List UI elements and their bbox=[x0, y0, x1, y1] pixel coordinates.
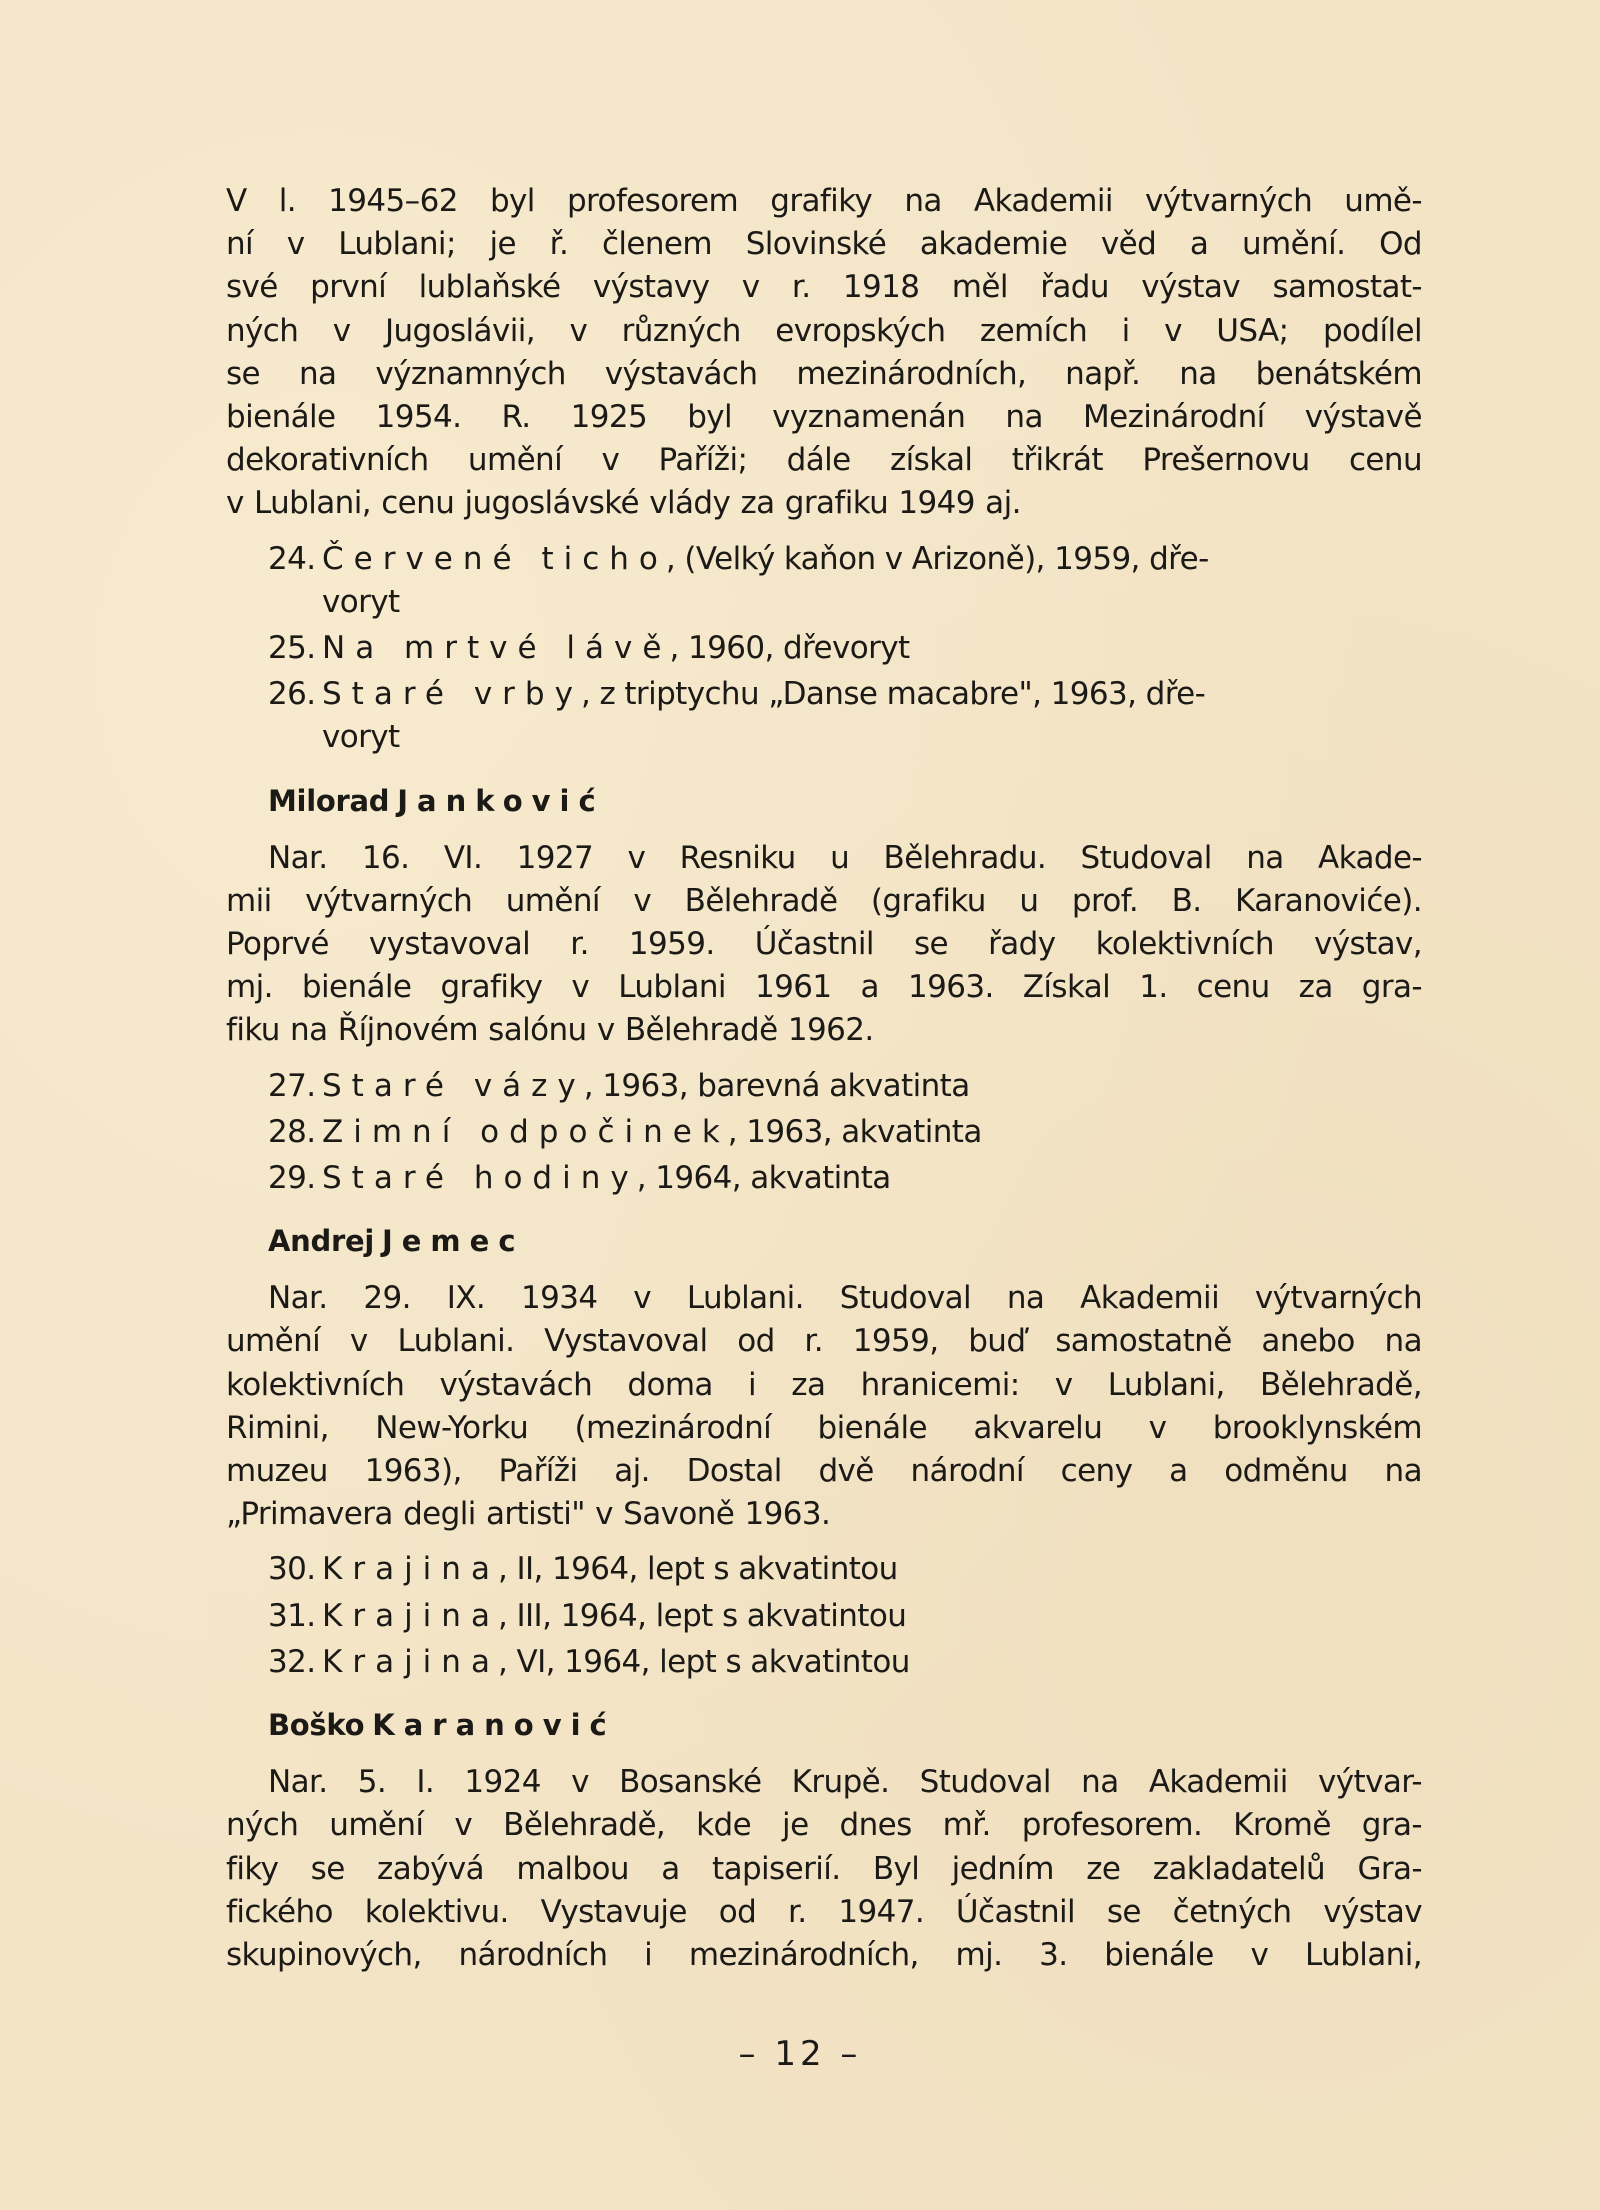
work-details: , VI, 1964, lept s akvatintou bbox=[497, 1643, 910, 1680]
artist-heading bbox=[268, 780, 1422, 823]
text-line: fiku na Říjnovém salónu v Bělehradě 1962. bbox=[226, 1012, 874, 1049]
work-item bbox=[226, 1548, 1422, 1591]
work-number: 30. bbox=[268, 1551, 316, 1588]
text-line: Rimini, New-Yorku (mezinárodní bienále akvarelu v brooklynském bbox=[226, 1409, 1422, 1446]
works-list-first bbox=[226, 538, 1422, 760]
text-line: „Primavera degli artisti" v Savoně 1963. bbox=[226, 1496, 831, 1533]
text-line: mii výtvarných umění v Bělehradě (grafiku u prof. B. Karanoviće). bbox=[226, 882, 1422, 919]
text-line: fického kolektivu. Vystavuje od r. 1947. Účastnil se četných výstav bbox=[226, 1893, 1422, 1930]
artist-first-name: Boško bbox=[268, 1708, 365, 1743]
page-body bbox=[226, 180, 1422, 1977]
work-item bbox=[226, 1065, 1422, 1108]
intro-paragraph bbox=[226, 180, 1422, 526]
work-title: Krajina bbox=[322, 1551, 500, 1588]
artist-bio bbox=[226, 837, 1422, 1053]
work-number: 32. bbox=[268, 1643, 316, 1680]
text-line: kolektivních výstavách doma i za hranicemi: v Lublani, Bělehradě, bbox=[226, 1366, 1422, 1403]
text-line: se na významných výstavách mezinárodních, např. na benátském bbox=[226, 355, 1422, 392]
work-details-continued: voryt bbox=[322, 719, 400, 756]
text-line: Nar. 5. I. 1924 v Bosanské Krupě. Studoval na Akademii výtvar- bbox=[268, 1764, 1422, 1801]
work-title: Staré vrby bbox=[322, 676, 583, 713]
artist-first-name: Milorad bbox=[268, 783, 390, 818]
artist-heading bbox=[268, 1704, 1422, 1747]
work-details: , II, 1964, lept s akvatintou bbox=[497, 1551, 898, 1588]
text-line: V l. 1945–62 byl profesorem grafiky na Akademii výtvarných umě- bbox=[226, 183, 1422, 219]
artist-bio bbox=[226, 1277, 1422, 1536]
work-item bbox=[226, 1157, 1422, 1200]
work-number: 25. bbox=[268, 630, 316, 667]
work-details: , (Velký kaňon v Arizoně), 1959, dře- bbox=[665, 540, 1209, 577]
text-line: ných umění v Bělehradě, kde je dnes mř. profesorem. Kromě gra- bbox=[226, 1807, 1422, 1844]
works-list bbox=[226, 1065, 1422, 1201]
work-details: , 1963, akvatinta bbox=[727, 1113, 982, 1150]
work-item bbox=[226, 1595, 1422, 1638]
text-line: mj. bienále grafiky v Lublani 1961 a 1963. Získal 1. cenu za gra- bbox=[226, 969, 1422, 1006]
work-details: , III, 1964, lept s akvatintou bbox=[497, 1597, 907, 1634]
work-title: Krajina bbox=[322, 1597, 500, 1634]
text-line: Nar. 29. IX. 1934 v Lublani. Studoval na Akademii výtvarných bbox=[268, 1280, 1422, 1317]
artist-surname: Jemec bbox=[381, 1224, 525, 1259]
work-title: Staré hodiny bbox=[322, 1160, 639, 1197]
artist-section-jankovic bbox=[226, 780, 1422, 1201]
work-title: Krajina bbox=[322, 1643, 500, 1680]
works-list bbox=[226, 1548, 1422, 1684]
work-number: 31. bbox=[268, 1597, 316, 1634]
text-line: bienále 1954. R. 1925 byl vyznamenán na Mezinárodní výstavě bbox=[226, 399, 1422, 436]
artist-section-karanovic bbox=[226, 1704, 1422, 1977]
text-line: umění v Lublani. Vystavoval od r. 1959, buď samostatně anebo na bbox=[226, 1323, 1422, 1360]
text-line: ní v Lublani; je ř. členem Slovinské akademie věd a umění. Od bbox=[226, 226, 1422, 263]
work-item bbox=[226, 673, 1422, 759]
work-details: , 1963, barevná akvatinta bbox=[583, 1067, 970, 1104]
text-line: ných v Jugoslávii, v různých evropských zemích i v USA; podílel bbox=[226, 312, 1422, 349]
work-title: Zimní odpočinek bbox=[322, 1113, 730, 1150]
work-title: Červené ticho bbox=[322, 540, 668, 577]
artist-bio bbox=[226, 1761, 1422, 1977]
work-details-continued: voryt bbox=[322, 583, 400, 620]
text-line: Nar. 16. VI. 1927 v Resniku u Bělehradu. Studoval na Akade- bbox=[268, 839, 1422, 876]
artist-surname: Karanović bbox=[372, 1708, 616, 1743]
page-number: – 12 – bbox=[738, 2034, 862, 2074]
work-item bbox=[226, 1111, 1422, 1154]
work-details: , 1964, akvatinta bbox=[636, 1160, 891, 1197]
text-line: skupinových, národních i mezinárodních, mj. 3. bienále v Lublani, bbox=[226, 1936, 1422, 1973]
text-line: muzeu 1963), Paříži aj. Dostal dvě národní ceny a odměnu na bbox=[226, 1453, 1422, 1490]
artist-heading bbox=[268, 1220, 1422, 1263]
work-details: , z triptychu „Danse macabre", 1963, dře- bbox=[580, 676, 1206, 713]
artist-surname: Janković bbox=[397, 783, 605, 818]
work-details: , 1960, dřevoryt bbox=[669, 630, 910, 667]
work-item bbox=[226, 538, 1422, 624]
work-number: 28. bbox=[268, 1113, 316, 1150]
artist-section-jemec bbox=[226, 1220, 1422, 1684]
work-title: Na mrtvé lávě bbox=[322, 630, 672, 667]
text-line: své první lublaňské výstavy v r. 1918 měl řadu výstav samostat- bbox=[226, 269, 1422, 306]
work-number: 26. bbox=[268, 676, 316, 713]
work-number: 24. bbox=[268, 540, 316, 577]
text-line: Poprvé vystavoval r. 1959. Účastnil se řady kolektivních výstav, bbox=[226, 926, 1422, 963]
text-line: v Lublani, cenu jugoslávské vlády za grafiku 1949 aj. bbox=[226, 485, 1021, 522]
work-title: Staré vázy bbox=[322, 1067, 586, 1104]
artist-first-name: Andrej bbox=[268, 1224, 374, 1259]
text-line: dekorativních umění v Paříži; dále získal třikrát Prešernovu cenu bbox=[226, 442, 1422, 479]
work-item bbox=[226, 1641, 1422, 1684]
work-number: 29. bbox=[268, 1160, 316, 1197]
work-item bbox=[226, 627, 1422, 670]
text-line: fiky se zabývá malbou a tapiserií. Byl jedním ze zakladatelů Gra- bbox=[226, 1850, 1422, 1887]
work-number: 27. bbox=[268, 1067, 316, 1104]
